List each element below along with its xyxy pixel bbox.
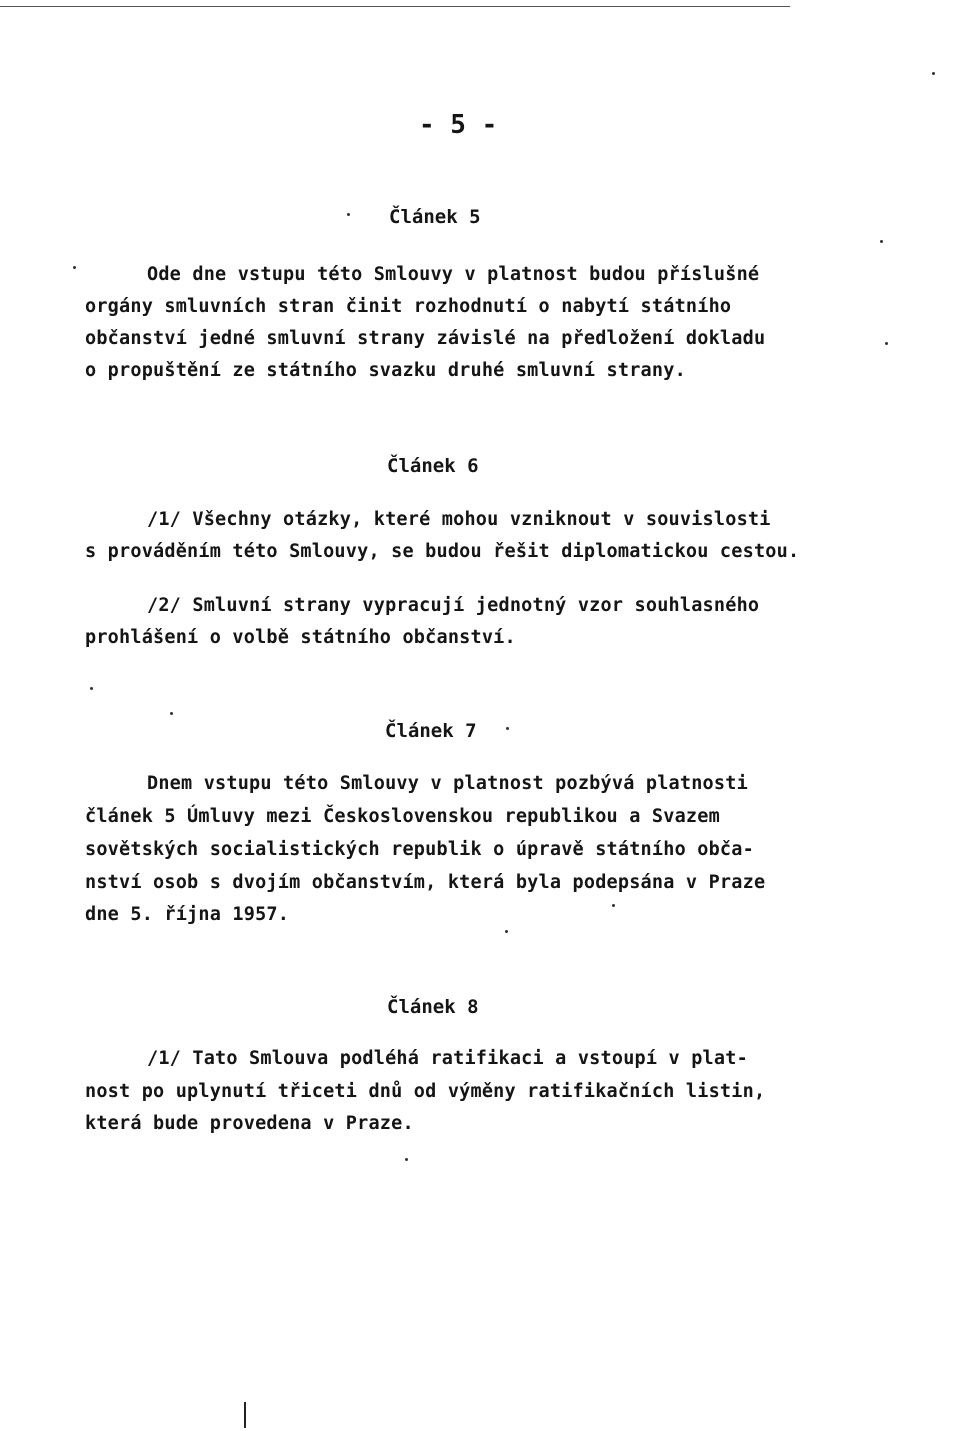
article-7-line-4: nství osob s dvojím občanstvím, která byla podepsána v Praze <box>85 872 766 893</box>
article-5-heading: Článek 5 <box>389 206 481 228</box>
article-7-line-1: Dnem vstupu této Smlouvy v platnost pozbývá platnosti <box>147 773 748 794</box>
article-5-line-4: o propuštění ze státního svazku druhé smluvní strany. <box>85 360 686 381</box>
article-7-heading: Článek 7 <box>385 720 477 742</box>
scan-speck <box>880 240 883 243</box>
top-edge-rule <box>0 6 790 7</box>
scan-speck <box>73 266 76 269</box>
scan-speck <box>90 687 93 690</box>
article-5-line-3: občanství jedné smluvní strany závislé na předložení dokladu <box>85 328 766 349</box>
scan-speck <box>505 930 508 933</box>
article-6-p2-line-1: /2/ Smluvní strany vypracují jednotný vzor souhlasného <box>147 595 760 616</box>
scan-speck <box>405 1158 408 1161</box>
scan-speck <box>506 727 509 730</box>
article-8-heading: Článek 8 <box>387 996 479 1018</box>
scan-speck <box>612 904 615 907</box>
bottom-edge-mark <box>244 1402 246 1428</box>
article-5-line-2: orgány smluvních stran činit rozhodnutí o nabytí státního <box>85 296 732 317</box>
page-number: - 5 - <box>419 110 498 140</box>
article-6-p1-line-1: /1/ Všechny otázky, které mohou vzniknout v souvislosti <box>147 509 771 530</box>
article-6-p2-line-2: prohlášení o volbě státního občanství. <box>85 627 516 648</box>
article-5-line-1: Ode dne vstupu této Smlouvy v platnost budou příslušné <box>147 264 760 285</box>
scan-speck <box>885 342 888 345</box>
article-8-line-1: /1/ Tato Smlouva podléhá ratifikaci a vstoupí v plat- <box>147 1048 748 1069</box>
article-7-line-3: sovětských socialistických republik o úpravě státního obča- <box>85 839 754 860</box>
article-8-line-3: která bude provedena v Praze. <box>85 1113 414 1134</box>
article-8-line-2: nost po uplynutí třiceti dnů od výměny ratifikačních listin, <box>85 1081 766 1102</box>
article-6-heading: Článek 6 <box>387 455 479 477</box>
article-7-line-2: článek 5 Úmluvy mezi Československou republikou a Svazem <box>85 806 720 827</box>
scan-speck <box>347 213 350 216</box>
article-6-p1-line-2: s prováděním této Smlouvy, se budou řešit diplomatickou cestou. <box>85 541 800 562</box>
article-7-line-5: dne 5. října 1957. <box>85 904 290 925</box>
scan-speck <box>932 72 935 75</box>
scan-speck <box>170 712 173 715</box>
